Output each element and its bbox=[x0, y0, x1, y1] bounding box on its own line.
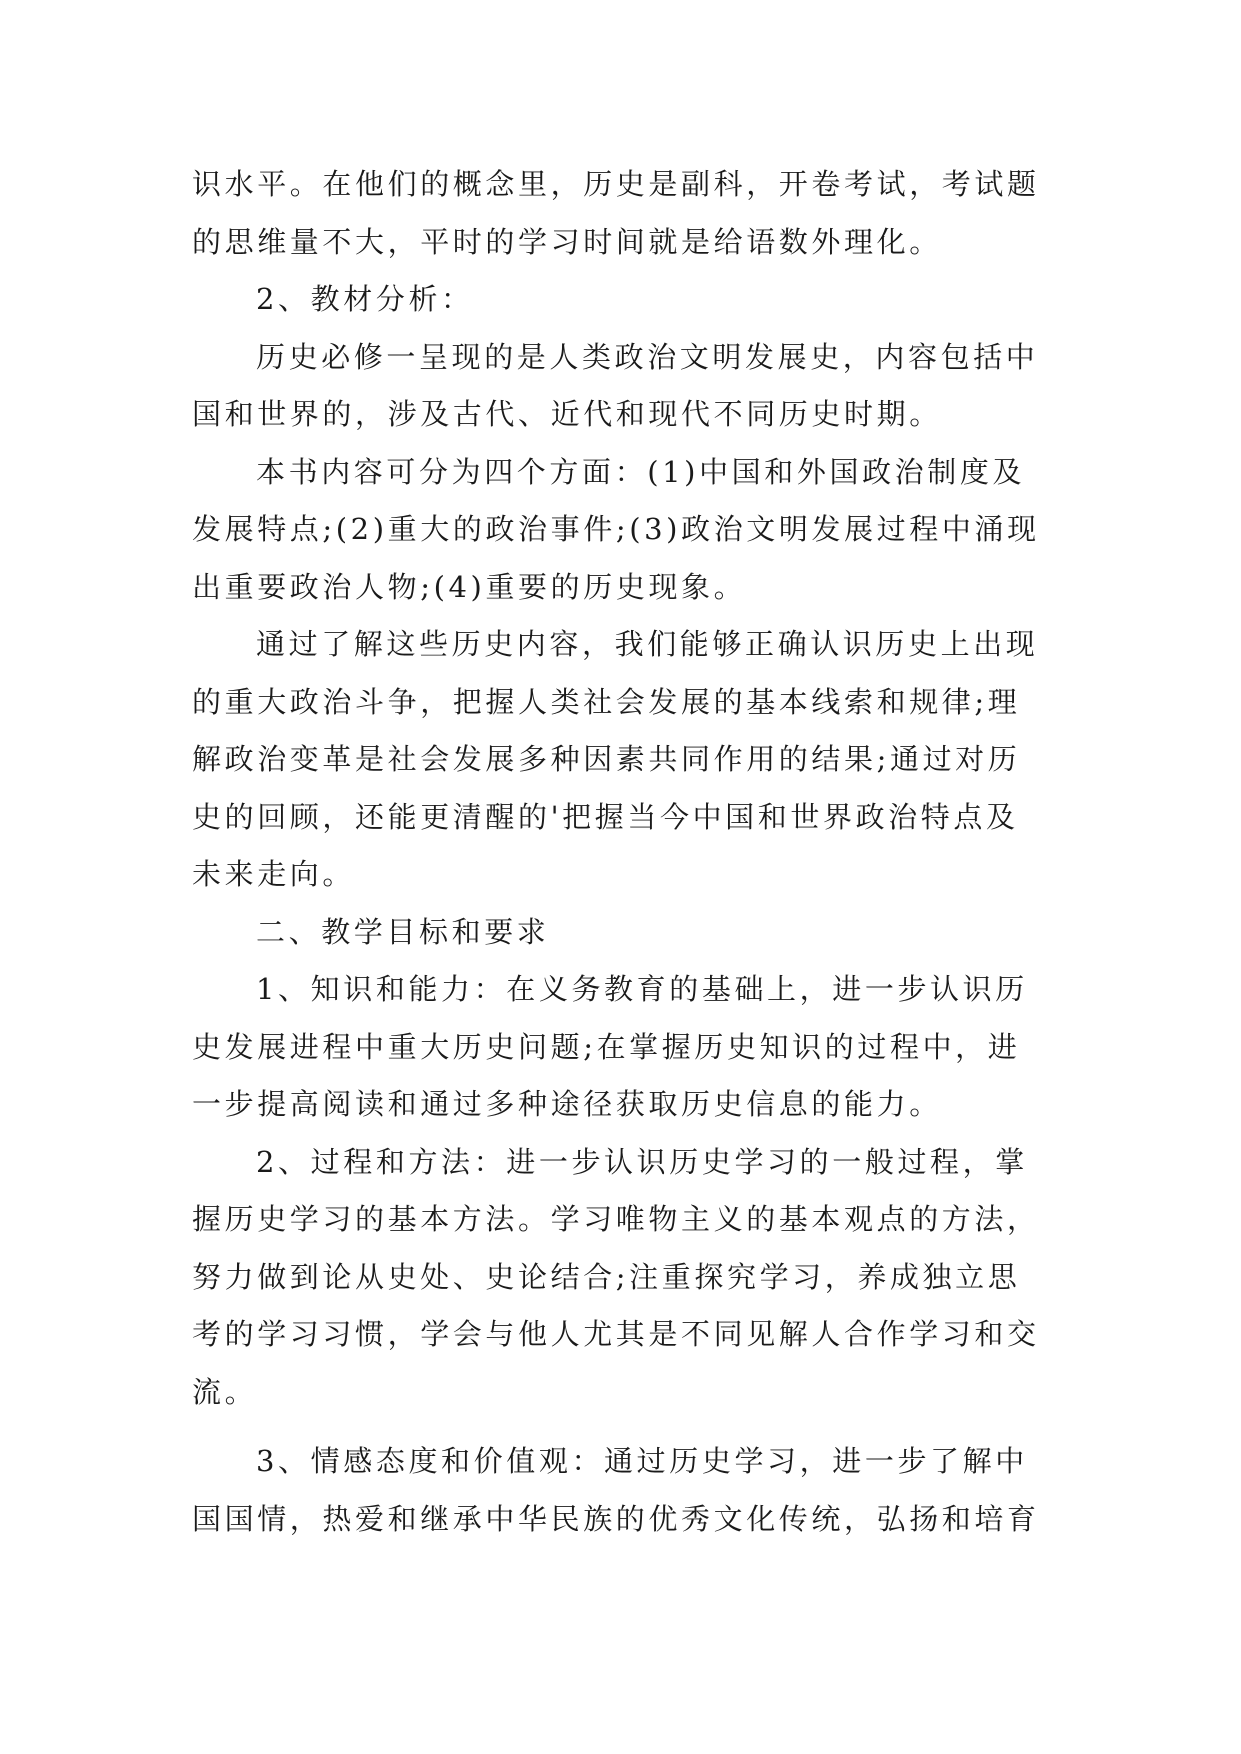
text-line: 识水平。在他们的概念里，历史是副科，开卷考试，考试题 bbox=[192, 167, 1040, 201]
text-line: 通过了解这些历史内容，我们能够正确认识历史上出现 bbox=[256, 627, 1039, 661]
section-heading: 二、教学目标和要求 bbox=[256, 914, 550, 949]
section-heading: 2、教材分析： bbox=[256, 282, 474, 316]
text-line: 解政治变革是社会发展多种因素共同作用的结果;通过对历 bbox=[192, 742, 1021, 776]
text-line: 未来走向。 bbox=[192, 857, 356, 891]
text-line: 的思维量不大，平时的学习时间就是给语数外理化。 bbox=[192, 224, 942, 259]
text-line: 历史必修一呈现的是人类政治文明发展史，内容包括中 bbox=[256, 339, 1039, 374]
text-line: 发展特点;(2)重大的政治事件;(3)政治文明发展过程中涌现 bbox=[192, 512, 1040, 546]
text-line: 3、情感态度和价值观：通过历史学习，进一步了解中 bbox=[256, 1444, 1028, 1478]
document-body bbox=[192, 156, 1052, 1548]
text-line: 的重大政治斗争，把握人类社会发展的基本线索和规律;理 bbox=[192, 684, 1021, 719]
text-line: 国和世界的，涉及古代、近代和现代不同历史时期。 bbox=[192, 397, 942, 431]
text-line: 考的学习习惯，学会与他人尤其是不同见解人合作学习和交 bbox=[192, 1317, 1040, 1351]
text-line: 努力做到论从史处、史论结合;注重探究学习，养成独立思 bbox=[192, 1259, 1021, 1294]
text-line: 出重要政治人物;(4)重要的历史现象。 bbox=[192, 569, 747, 604]
text-line: 2、过程和方法：进一步认识历史学习的一般过程，掌 bbox=[256, 1144, 1028, 1179]
text-line: 流。 bbox=[192, 1374, 258, 1409]
text-line: 一步提高阅读和通过多种途径获取历史信息的能力。 bbox=[192, 1087, 942, 1121]
text-line: 史的回顾，还能更清醒的'把握当今中国和世界政治特点及 bbox=[192, 799, 1019, 834]
text-line: 本书内容可分为四个方面：(1)中国和外国政治制度及 bbox=[256, 454, 1026, 489]
text-line: 握历史学习的基本方法。学习唯物主义的基本观点的方法， bbox=[192, 1202, 1040, 1236]
text-line: 1、知识和能力：在义务教育的基础上，进一步认识历 bbox=[256, 972, 1028, 1006]
text-line: 史发展进程中重大历史问题;在掌握历史知识的过程中，进 bbox=[192, 1029, 1021, 1064]
text-line: 国国情，热爱和继承中华民族的优秀文化传统，弘扬和培育 bbox=[192, 1501, 1040, 1536]
